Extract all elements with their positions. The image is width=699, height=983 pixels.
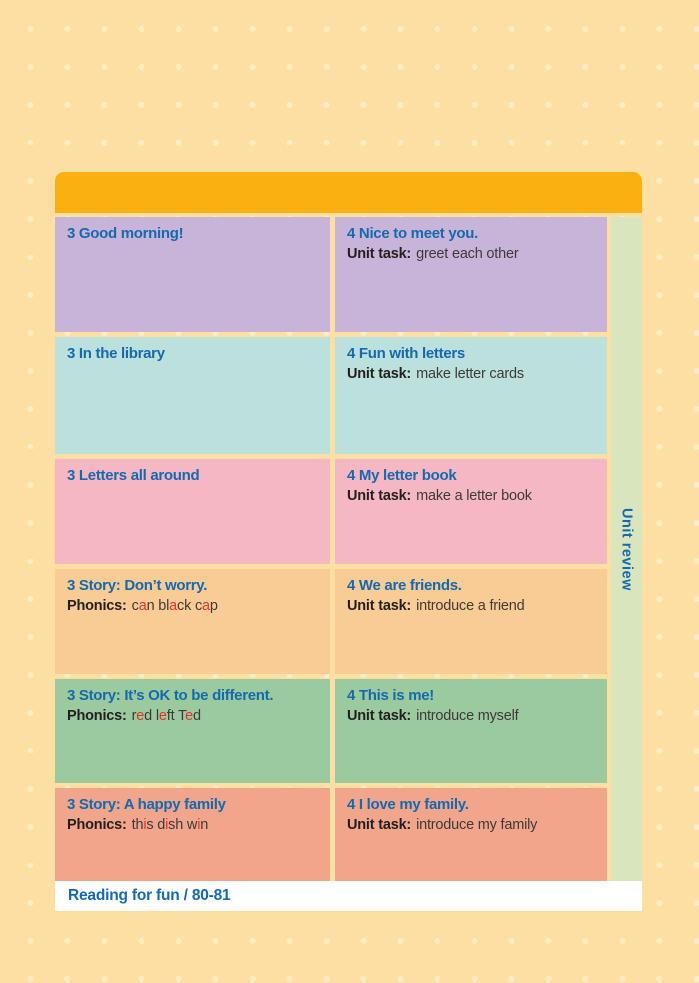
- unit-task-line: [347, 366, 601, 382]
- unit-task-label: Unit task:: [347, 708, 412, 724]
- lesson-title: 4 This is me!: [347, 687, 434, 704]
- unit-task-label: Unit task:: [347, 488, 412, 504]
- phonics-label: Phonics:: [67, 817, 127, 833]
- unit-task-line: [347, 598, 601, 614]
- footer-bar: [55, 881, 642, 911]
- unit-task-text: introduce myself: [416, 708, 519, 724]
- unit-task-line: [347, 817, 601, 833]
- lesson-title: 3 Story: Don’t worry.: [67, 577, 208, 594]
- unit-cell-left: [55, 337, 330, 454]
- table-row: [55, 217, 607, 332]
- unit-cell-right: [335, 337, 607, 454]
- phonics-words: red left Ted: [131, 708, 201, 724]
- unit-review-sidebar: [611, 217, 642, 881]
- unit-task-line: [347, 488, 601, 504]
- unit-task-text: greet each other: [416, 246, 519, 262]
- unit-cell-right: [335, 459, 607, 564]
- unit-task-text: make letter cards: [416, 366, 524, 382]
- unit-task-label: Unit task:: [347, 246, 412, 262]
- phonics-line: [67, 817, 324, 833]
- phonics-line: [67, 708, 324, 724]
- table-row: [55, 679, 607, 783]
- table-row: [55, 569, 607, 674]
- table-row: [55, 337, 607, 454]
- unit-task-line: [347, 246, 601, 262]
- unit-task-text: introduce my family: [416, 817, 538, 833]
- phonics-label: Phonics:: [67, 708, 127, 724]
- lesson-title: 4 Fun with letters: [347, 345, 465, 362]
- lesson-title: 4 We are friends.: [347, 577, 462, 594]
- contents-table: [55, 172, 642, 911]
- lesson-title: 3 Story: A happy family: [67, 796, 226, 813]
- header-bar: [55, 172, 642, 213]
- unit-task-text: introduce a friend: [416, 598, 525, 614]
- unit-cell-left: [55, 788, 330, 881]
- table-row: [55, 459, 607, 564]
- table-body: [55, 217, 642, 881]
- lesson-title: 3 Good morning!: [67, 225, 184, 242]
- phonics-label: Phonics:: [67, 598, 127, 614]
- unit-cell-right: [335, 679, 607, 783]
- unit-review-label: Unit review: [618, 507, 635, 591]
- unit-cell-right: [335, 788, 607, 881]
- unit-task-text: make a letter book: [416, 488, 532, 504]
- lesson-title: 4 Nice to meet you.: [347, 225, 479, 242]
- unit-cell-right: [335, 569, 607, 674]
- unit-task-label: Unit task:: [347, 817, 412, 833]
- phonics-words: can black cap: [131, 598, 218, 614]
- reading-for-fun-label: Reading for fun / 80-81: [68, 887, 231, 904]
- unit-task-label: Unit task:: [347, 598, 412, 614]
- phonics-line: [67, 598, 324, 614]
- lesson-title: 4 My letter book: [347, 467, 457, 484]
- unit-cell-left: [55, 459, 330, 564]
- table-row: [55, 788, 607, 881]
- unit-cell-right: [335, 217, 607, 332]
- lesson-title: 4 I love my family.: [347, 796, 469, 813]
- table-rows: [55, 217, 607, 881]
- phonics-words: this dish win: [131, 817, 209, 833]
- unit-cell-left: [55, 217, 330, 332]
- unit-cell-left: [55, 679, 330, 783]
- unit-cell-left: [55, 569, 330, 674]
- unit-task-line: [347, 708, 601, 724]
- lesson-title: 3 In the library: [67, 345, 165, 362]
- lesson-title: 3 Story: It’s OK to be different.: [67, 687, 274, 704]
- lesson-title: 3 Letters all around: [67, 467, 200, 484]
- unit-task-label: Unit task:: [347, 366, 412, 382]
